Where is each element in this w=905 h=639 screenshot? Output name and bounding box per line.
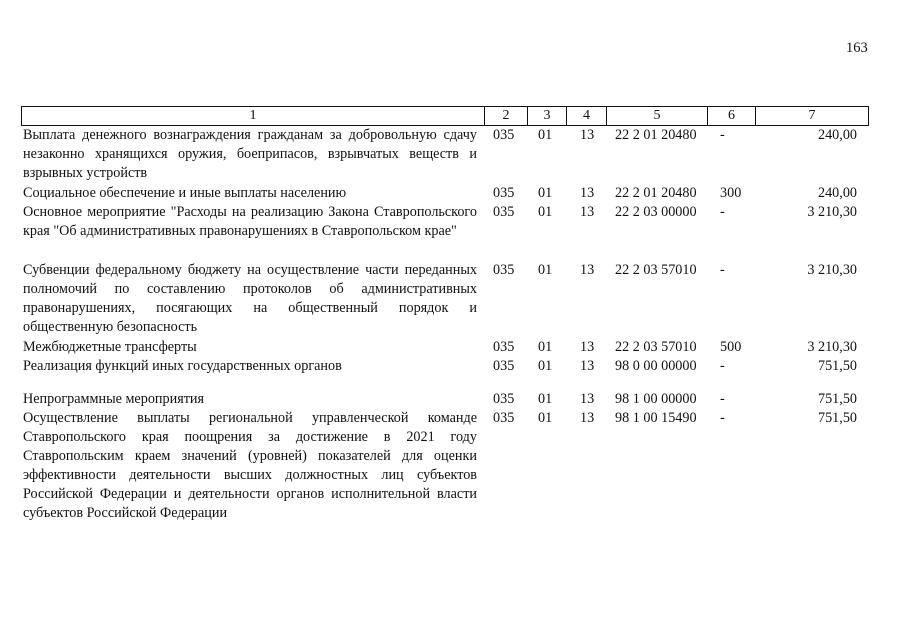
row-description: Выплата денежного вознаграждения гражданам за добровольную сдачу незаконно хранящихся оружия, боеприпасов, взрывчатых веществ и взрывных устройств: [23, 127, 477, 181]
header-col-4: 4: [567, 107, 607, 125]
row-code-admin: 035: [493, 127, 515, 143]
row-description: Основное мероприятие "Расходы на реализацию Закона Ставропольского края "Об административных правонарушениях в Ставропольском крае": [23, 204, 477, 239]
row-code-admin: 035: [493, 185, 515, 201]
row-target-item: 22 2 03 57010: [615, 339, 697, 355]
header-col-6: 6: [708, 107, 756, 125]
header-col-5: 5: [607, 107, 708, 125]
row-section: 01: [538, 204, 553, 220]
row-section: 01: [538, 339, 553, 355]
header-col-7: 7: [808, 108, 816, 123]
row-expense-type: -: [720, 358, 725, 374]
row-description: Межбюджетные трансферты: [23, 339, 197, 355]
row-section: 01: [538, 358, 553, 374]
row-expense-type: -: [720, 410, 725, 426]
row-section: 01: [538, 262, 553, 278]
row-subsection: 13: [580, 185, 595, 201]
row-section: 01: [538, 410, 553, 426]
row-target-item: 22 2 01 20480: [615, 127, 697, 143]
row-target-item: 22 2 03 00000: [615, 204, 697, 220]
row-amount: 751,50: [817, 358, 857, 374]
header-col-2: 2: [485, 107, 528, 125]
row-amount: 240,00: [817, 185, 857, 201]
header-col-1: 1: [22, 107, 485, 125]
row-amount: 3 210,30: [807, 262, 857, 278]
row-section: 01: [538, 127, 553, 143]
row-section: 01: [538, 391, 553, 407]
row-code-admin: 035: [493, 262, 515, 278]
row-description: Субвенции федеральному бюджету на осуществление части переданных полномочий по составлению протоколов об административных правонарушениях, посягающих на общественный порядок и общественную безопасность: [23, 262, 477, 335]
row-description: Осуществление выплаты региональной управленческой команде Ставропольского края поощрения за достижение в 2021 году Ставропольским краем значений (уровней) показателей для оценки эффективности деятельности высших должностных лиц субъектов Российской Федерации и деятельности органов исполнительной власти субъектов Российской Федерации: [23, 410, 477, 521]
row-amount: 751,50: [817, 391, 857, 407]
row-description: Социальное обеспечение и иные выплаты населению: [23, 185, 347, 201]
header-col-3: 3: [528, 107, 567, 125]
row-target-item: 98 0 00 00000: [615, 358, 697, 374]
row-expense-type: -: [720, 204, 725, 220]
page-number: 163: [846, 40, 868, 56]
row-target-item: 22 2 03 57010: [615, 262, 697, 278]
row-code-admin: 035: [493, 339, 515, 355]
row-target-item: 98 1 00 00000: [615, 391, 697, 407]
row-code-admin: 035: [493, 358, 515, 374]
row-subsection: 13: [580, 391, 595, 407]
row-subsection: 13: [580, 410, 595, 426]
row-code-admin: 035: [493, 204, 515, 220]
row-code-admin: 035: [493, 410, 515, 426]
row-section: 01: [538, 185, 553, 201]
row-amount: 3 210,30: [807, 204, 857, 220]
row-description: Реализация функций иных государственных органов: [23, 358, 342, 374]
row-expense-type: -: [720, 262, 725, 278]
row-subsection: 13: [580, 358, 595, 374]
row-amount: 240,00: [817, 127, 857, 143]
row-subsection: 13: [580, 339, 595, 355]
row-expense-type: -: [720, 391, 725, 407]
row-amount: 751,50: [817, 410, 857, 426]
row-target-item: 22 2 01 20480: [615, 185, 697, 201]
row-description: Непрограммные мероприятия: [23, 391, 205, 407]
row-subsection: 13: [580, 204, 595, 220]
row-expense-type: 300: [720, 185, 742, 201]
row-expense-type: 500: [720, 339, 742, 355]
row-subsection: 13: [580, 262, 595, 278]
row-amount: 3 210,30: [807, 339, 857, 355]
row-target-item: 98 1 00 15490: [615, 410, 697, 426]
row-subsection: 13: [580, 127, 595, 143]
row-code-admin: 035: [493, 391, 515, 407]
row-expense-type: -: [720, 127, 725, 143]
table-header: [21, 106, 869, 126]
